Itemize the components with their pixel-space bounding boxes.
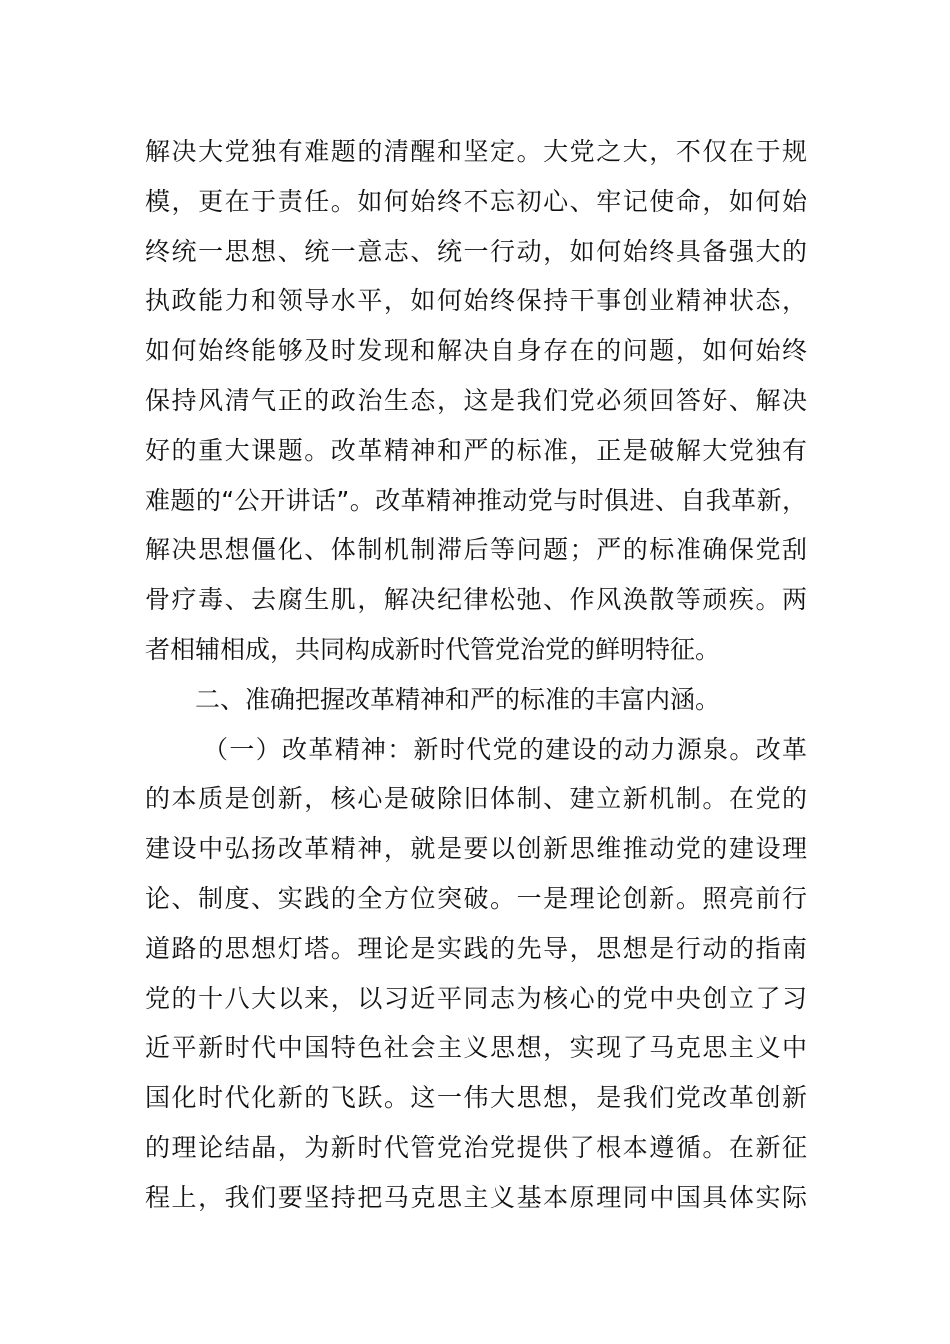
body-text-line: 执政能力和领导水平，如何始终保持干事创业精神状态， [145, 286, 807, 316]
body-text-line: 模，更在于责任。如何始终不忘初心、牢记使命，如何始 [145, 186, 807, 216]
body-text-line: 如何始终能够及时发现和解决自身存在的问题，如何始终 [145, 336, 807, 366]
body-text-line: 终统一思想、统一意志、统一行动，如何始终具备强大的 [145, 236, 807, 266]
body-text-line: 的理论结晶，为新时代管党治党提供了根本遵循。在新征 [145, 1132, 807, 1162]
body-text-line: 论、制度、实践的全方位突破。一是理论创新。照亮前行 [145, 883, 807, 913]
body-text-line: 近平新时代中国特色社会主义思想，实现了马克思主义中 [145, 1033, 807, 1063]
body-text-line: 骨疗毒、去腐生肌，解决纪律松弛、作风涣散等顽疾。两 [145, 585, 807, 615]
subsection-heading-line: （一）改革精神：新时代党的建设的动力源泉。改革 [203, 734, 807, 764]
body-text-line: 解决思想僵化、体制机制滞后等问题；严的标准确保党刮 [145, 535, 807, 565]
body-text-line: 国化时代化新的飞跃。这一伟大思想，是我们党改革创新 [145, 1083, 807, 1113]
document-page [145, 127, 807, 1223]
body-text-line: 道路的思想灯塔。理论是实践的先导，思想是行动的指南 [145, 933, 807, 963]
body-text-line: 的本质是创新，核心是破除旧体制、建立新机制。在党的 [145, 784, 807, 814]
body-text-line: 好的重大课题。改革精神和严的标准，正是破解大党独有 [145, 435, 807, 465]
body-text-line: 难题的“公开讲话”。改革精神推动党与时俱进、自我革新， [145, 485, 807, 515]
section-heading: 二、准确把握改革精神和严的标准的丰富内涵。 [195, 684, 721, 714]
body-text-line: 保持风清气正的政治生态，这是我们党必须回答好、解决 [145, 385, 807, 415]
body-text-line: 程上，我们要坚持把马克思主义基本原理同中国具体实际 [145, 1182, 807, 1212]
body-text-line: 党的十八大以来，以习近平同志为核心的党中央创立了习 [145, 983, 807, 1013]
body-text-line: 解决大党独有难题的清醒和坚定。大党之大，不仅在于规 [145, 137, 807, 166]
body-text-line: 者相辅相成，共同构成新时代管党治党的鲜明特征。 [145, 634, 721, 664]
body-text-line: 建设中弘扬改革精神，就是要以创新思维推动党的建设理 [145, 834, 807, 864]
